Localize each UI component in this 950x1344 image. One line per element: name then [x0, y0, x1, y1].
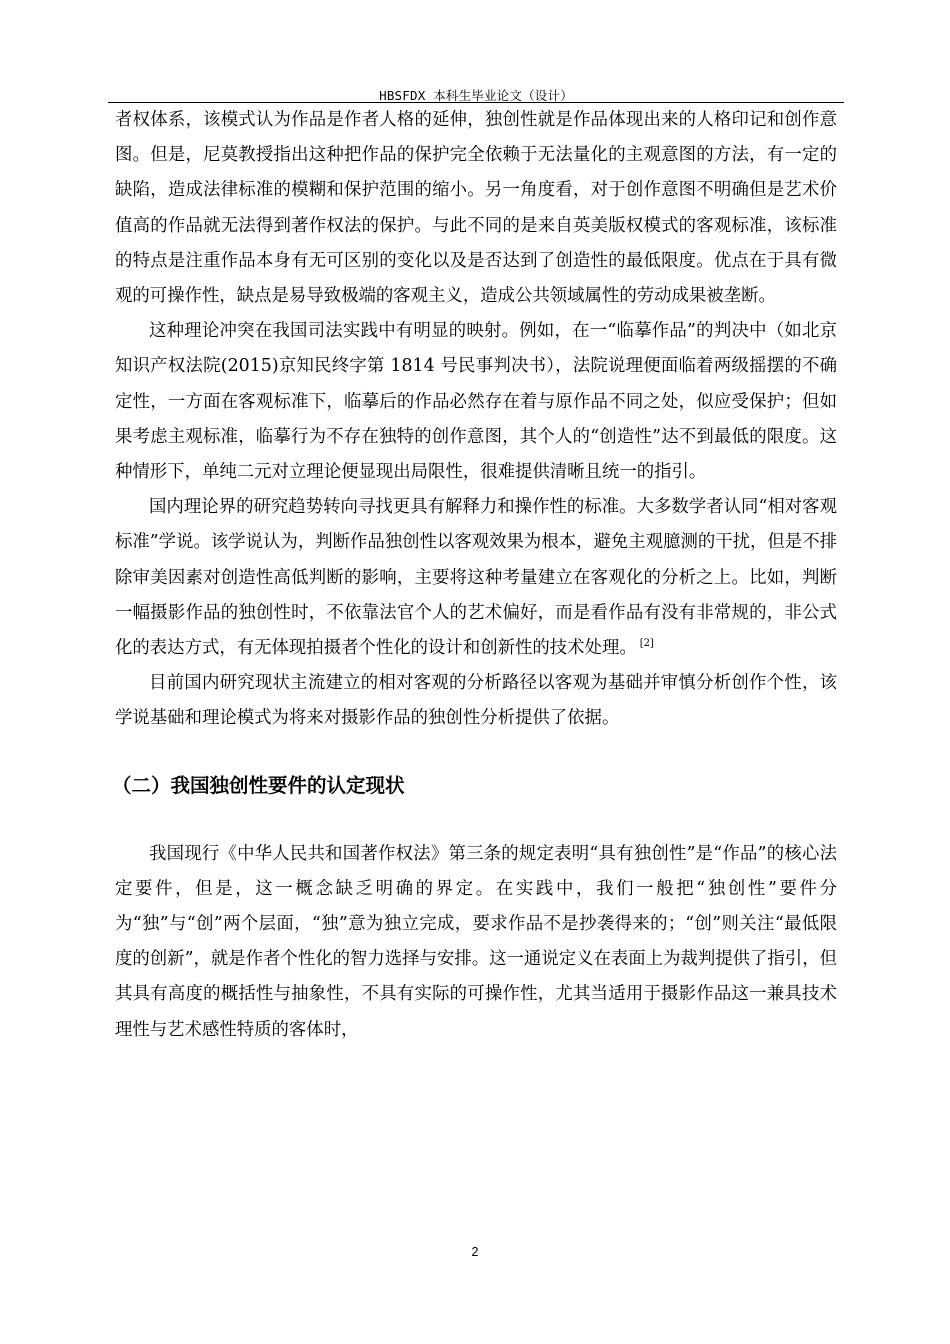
page-header: HBSFDX 本科生毕业论文（设计） [379, 88, 573, 103]
paragraph: 目前国内研究现状主流建立的相对客观的分析路径以客观为基础并审慎分析创作个性，该学说基础和理论模式为将来对摄影作品的独创性分析提供了依据。 [115, 673, 837, 729]
paragraph-text: 国内理论界的研究趋势转向寻找更具有解释力和操作性的标准。大多数学者认同“相对客观标准”学说。该学说认为，判断作品独创性以客观效果为根本，避免主观臆测的干扰，但是不排除审美因素对创造性高低判断的影响，主要将这种考量建立在客观化的分析之上。比如，判断一幅摄影作品的独创性时，不依靠法官个人的艺术偏好，而是看作品有没有非常规的，非公式化的表达方式，有无体现拍摄者个性化的设计和创新性的技术处理。 [115, 497, 837, 659]
body-text [112, 103, 837, 1048]
section-heading: （二）我国独创性要件的认定现状 [112, 773, 405, 797]
paragraph: 我国现行《中华人民共和国著作权法》第三条的规定表明“具有独创性”是“作品”的核心法定要件，但是，这一概念缺乏明确的界定。在实践中，我们一般把“独创性”要件分为“独”与“创”两个层面，“独”意为独立完成，要求作品不是抄袭得来的；“创”则关注“最低限度的创新”，就是作者个性化的智力选择与安排。这一通说定义在表面上为裁判提供了指引，但其具有高度的概括性与抽象性，不具有实际的可操作性，尤其当适用于摄影作品这一兼具技术理性与艺术感性特质的客体时， [115, 843, 837, 1040]
paragraph: 这种理论冲突在我国司法实践中有明显的映射。例如，在一“临摹作品”的判决中（如北京知识产权法院(2015)京知民终字第 1814 号民事判决书），法院说理便面临着两级摇摆的不确定性，一方面在客观标准下，临摹后的作品必然存在着与原作品不同之处，似应受保护；但如果考虑主观标准，临摹行为不存在独特的创作意图，其个人的“创造性”达不到最低的限度。这种情形下，单纯二元对立理论便显现出局限性，很难提供清晰且统一的指引。 [115, 321, 837, 483]
page-number: 2 [471, 1245, 479, 1259]
citation-reference: [2] [639, 638, 654, 650]
paragraph [115, 490, 837, 666]
paragraph: 者权体系，该模式认为作品是作者人格的延伸，独创性就是作品体现出来的人格印记和创作意图。但是，尼莫教授指出这种把作品的保护完全依赖于无法量化的主观意图的方法，有一定的缺陷，造成法律标准的模糊和保护范围的缩小。另一角度看，对于创作意图不明确但是艺术价值高的作品就无法得到著作权法的保护。与此不同的是来自英美版权模式的客观标准，该标准的特点是注重作品本身有无可区别的变化以及是否达到了创造性的最低限度。优点在于具有微观的可操作性，缺点是易导致极端的客观主义，造成公共领域属性的劳动成果被垄断。 [115, 110, 837, 307]
